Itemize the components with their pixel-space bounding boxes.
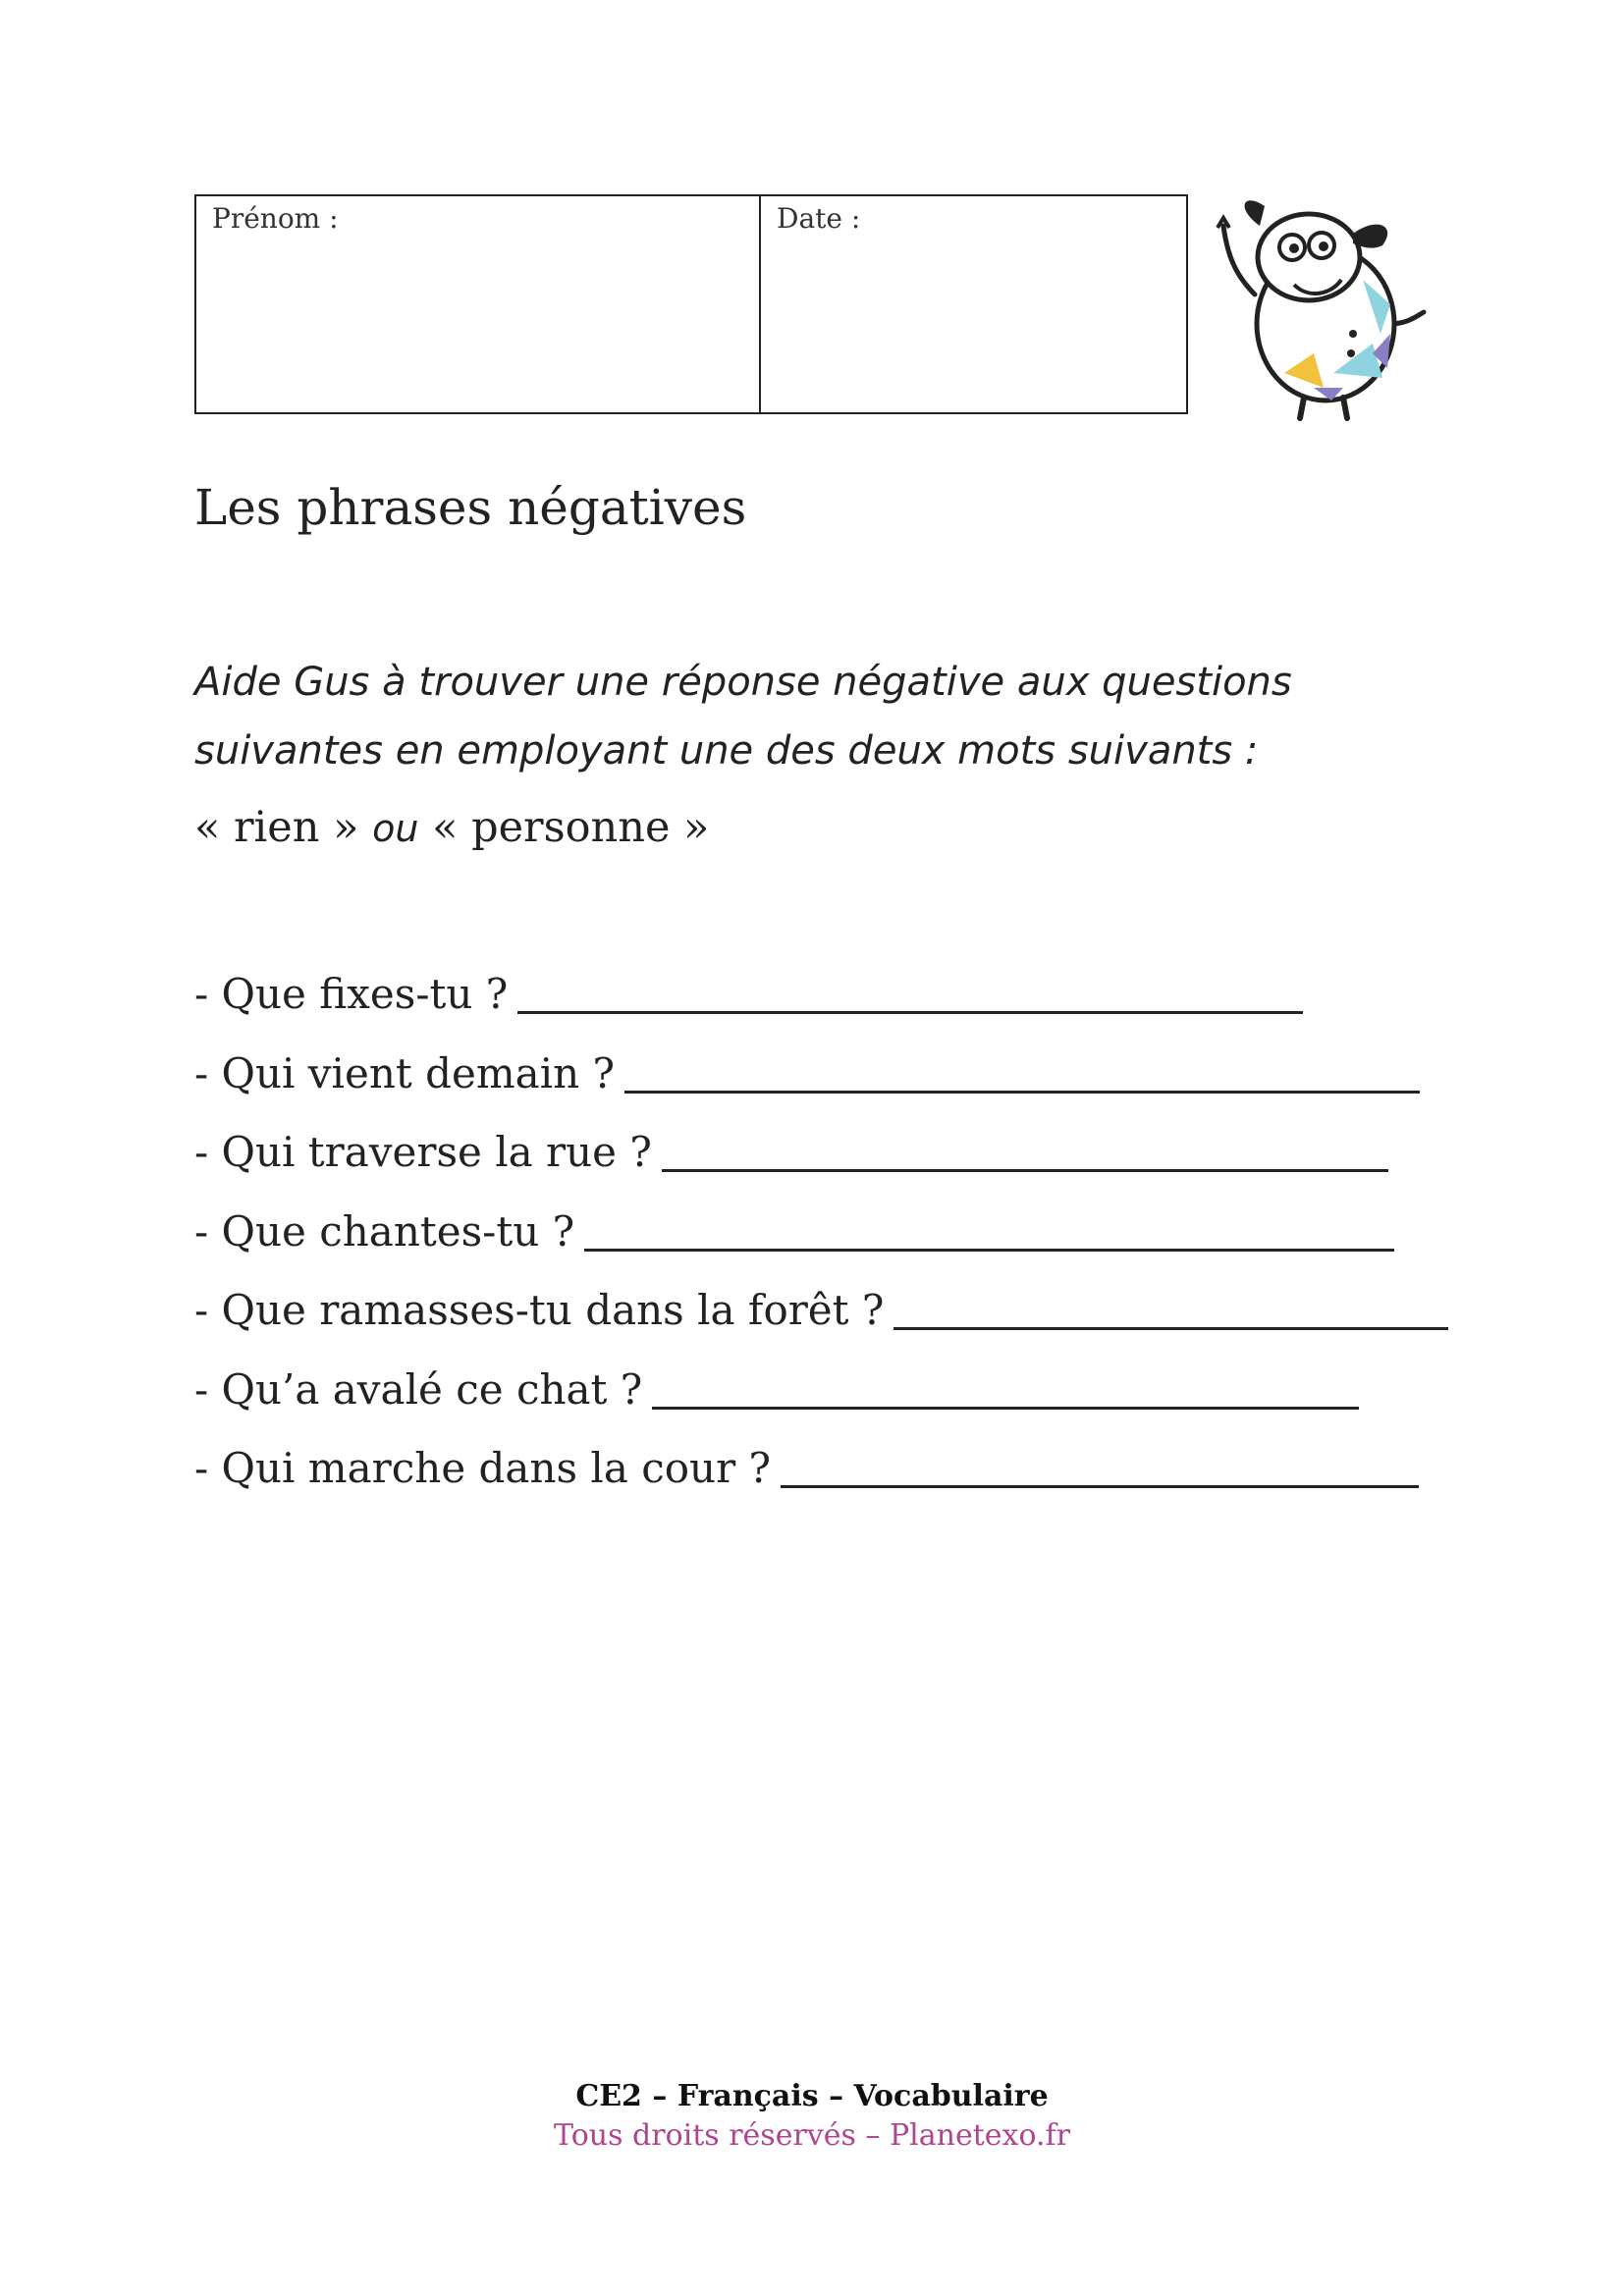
question-item: [194, 1365, 1448, 1445]
question-list: [194, 970, 1448, 1523]
question-item: [194, 1207, 1448, 1287]
answer-line[interactable]: [893, 1286, 1448, 1330]
question-item: [194, 1286, 1448, 1365]
footer-rights: Tous droits réservés – Planetexo.fr: [554, 2118, 1070, 2153]
answer-line[interactable]: [584, 1207, 1394, 1252]
sheep-mascot-icon: [1216, 187, 1434, 422]
word-or: ou: [372, 807, 419, 850]
instruction-line-1: Aide Gus à trouver une réponse négative aux questions: [194, 660, 1292, 705]
answer-line[interactable]: [624, 1049, 1420, 1094]
question-item: [194, 970, 1448, 1049]
question-text: - Qui traverse la rue ?: [194, 1128, 652, 1176]
answer-line[interactable]: [652, 1365, 1359, 1410]
question-text: - Qui vient demain ?: [194, 1048, 616, 1097]
question-text: - Que ramasses-tu dans la forêt ?: [194, 1286, 885, 1334]
instruction-text: [194, 648, 1422, 785]
question-item: [194, 1049, 1448, 1129]
question-text: - Qu’a avalé ce chat ?: [194, 1364, 643, 1414]
footer-course: CE2 – Français – Vocabulaire: [575, 2079, 1049, 2113]
question-text: - Que fixes-tu ?: [194, 970, 509, 1018]
prenom-label: Prénom :: [212, 202, 339, 235]
answer-line[interactable]: [662, 1128, 1388, 1172]
instruction-line-2: suivantes en employant une des deux mots suivants :: [194, 728, 1259, 774]
word-rien: « rien »: [194, 803, 359, 852]
date-field[interactable]: [761, 196, 1186, 412]
answer-line[interactable]: [517, 970, 1303, 1014]
question-item: [194, 1128, 1448, 1207]
word-personne: « personne »: [432, 803, 710, 852]
answer-line[interactable]: [781, 1444, 1419, 1488]
name-date-table: [194, 194, 1188, 414]
word-choices: [194, 803, 709, 852]
question-item: [194, 1444, 1448, 1523]
date-label: Date :: [777, 202, 861, 235]
page-title: Les phrases négatives: [194, 479, 747, 536]
question-text: - Que chantes-tu ?: [194, 1206, 575, 1255]
question-text: - Qui marche dans la cour ?: [194, 1444, 772, 1492]
prenom-field[interactable]: [196, 196, 761, 412]
